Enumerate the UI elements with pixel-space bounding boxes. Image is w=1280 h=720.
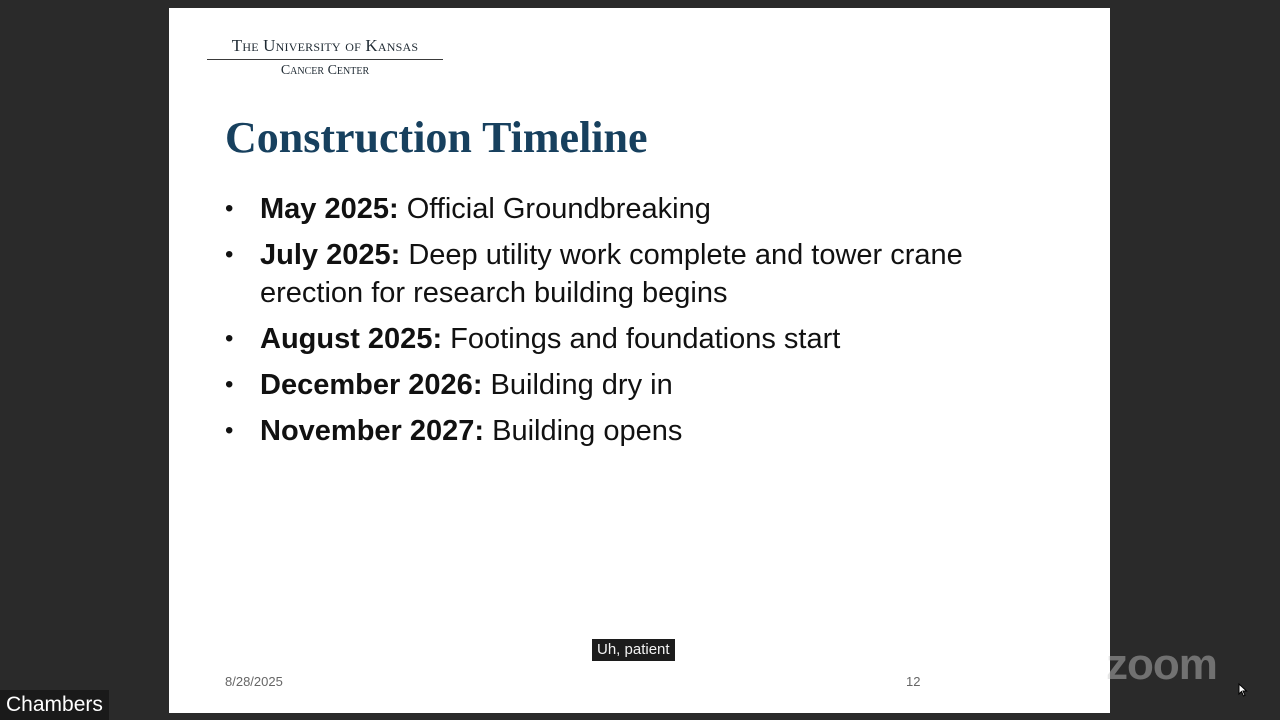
slide-title: Construction Timeline	[225, 113, 648, 162]
timeline-text: Building opens	[484, 415, 683, 447]
presentation-slide	[169, 8, 1110, 713]
slide-footer-date: 8/28/2025	[225, 674, 283, 689]
speaker-name-label: Chambers	[0, 690, 109, 720]
timeline-text: Official Groundbreaking	[398, 193, 711, 225]
zoom-watermark-logo: zoom	[1106, 640, 1217, 689]
bullet-icon: •	[225, 195, 234, 222]
live-caption: Uh, patient	[592, 639, 675, 661]
timeline-text: Deep utility work complete and tower crane erection for research building begins	[260, 239, 963, 309]
bullet-icon: •	[225, 371, 234, 398]
slide-page-number: 12	[906, 674, 921, 689]
timeline-text: Building dry in	[482, 369, 673, 401]
timeline-date: July 2025:	[260, 239, 401, 271]
timeline-date: May 2025:	[260, 193, 399, 225]
timeline-text: Footings and foundations start	[442, 323, 841, 355]
timeline-date: November 2027:	[260, 415, 485, 447]
bullet-icon: •	[225, 241, 234, 268]
bullet-icon: •	[225, 417, 234, 444]
timeline-item	[225, 190, 985, 228]
timeline-item	[225, 236, 985, 312]
timeline-item	[225, 366, 985, 404]
kansas-cancer-center-logo	[207, 36, 443, 79]
logo-university-name: The University of Kansas	[207, 36, 443, 60]
mouse-cursor-icon	[1238, 683, 1248, 697]
logo-cancer-center: Cancer Center	[280, 63, 370, 78]
timeline-item	[225, 412, 985, 450]
timeline-date: August 2025:	[260, 323, 443, 355]
bullet-icon: •	[225, 325, 234, 352]
timeline-list	[225, 190, 985, 458]
timeline-item	[225, 320, 985, 358]
timeline-date: December 2026:	[260, 369, 483, 401]
